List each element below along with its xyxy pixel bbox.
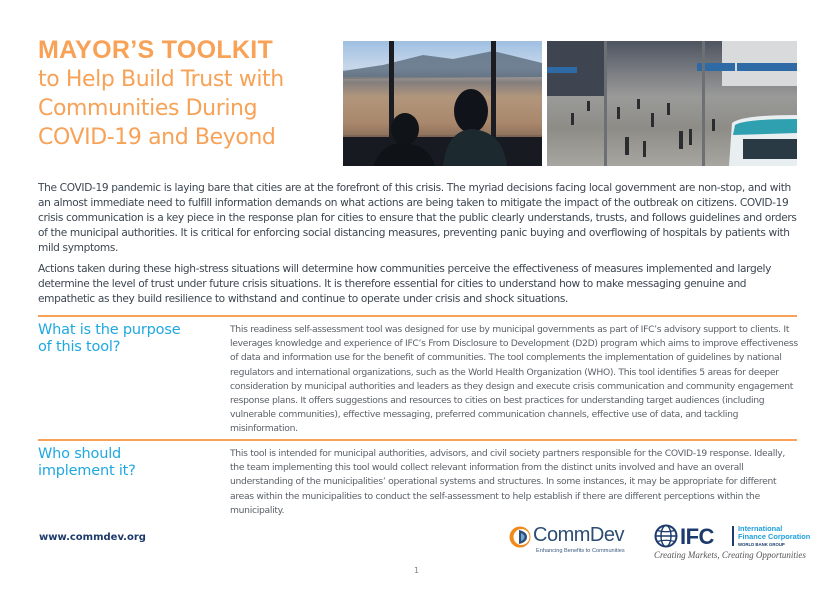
commdev-logo-tagline: Enhancing Benefits to Communities	[536, 548, 625, 554]
ifc-logo-name	[738, 525, 810, 541]
page-subtitle-line-1: to Help Build Trust with	[38, 67, 284, 92]
question-line: implement it?	[38, 463, 136, 479]
intro-paragraph-2: Actions taken during these high-stress situations will determine how communities perceive the effectiveness of measures implemented and largely determine the level of trust under future crisis situations. It is therefore essential for cities to understand how to make messaging genuine and empathetic as they build resilience to withstand and continue to operate under crisis and shock situations.	[38, 263, 772, 305]
footer-website-link[interactable]: www.commdev.org	[39, 532, 146, 543]
section-answer-who: This tool is intended for municipal authorities, advisors, and civil society partners responsible for the COVID-19 response. Ideally, the team implementing this tool would collect relevant information from the distinct units involved and have an overall understanding of the municipalities’ operational systems and structures. In some instances, it may be appropriate for different areas within the municipalities to conduct the self-assessment to help establish if there are different perceptions within the municipality.	[230, 448, 786, 516]
section-question-who	[38, 446, 208, 480]
page-subtitle-line-3: COVID-19 and Beyond	[38, 125, 276, 150]
ifc-logo-tagline: Creating Markets, Creating Opportunities	[654, 550, 806, 560]
globe-icon	[654, 524, 678, 548]
section-question-purpose	[38, 322, 208, 356]
ifc-name-line-1: International	[738, 524, 783, 533]
ifc-logo	[654, 524, 814, 564]
section-divider-2	[38, 439, 797, 441]
page-number: 1	[414, 566, 420, 575]
question-line: What is the purpose	[38, 322, 181, 338]
ifc-logo-divider	[732, 526, 734, 546]
photo-window-city-view	[343, 41, 542, 166]
intro-text	[38, 181, 798, 313]
question-line: Who should	[38, 446, 122, 462]
intro-paragraph-1: The COVID-19 pandemic is laying bare that cities are at the forefront of this crisis. The myriad decisions facing local government are non-stop, and with an almost immediate need to fulfill information demands on what actions are being taken to mitigate the impact of the outbreak on citizens. COVID-19 crisis communication is a key piece in the response plan for cities to ensure that the public clearly understands, trusts, and follows guidelines and orders of the municipal authorities. It is critical for enforcing social distancing measures, preventing panic buying and overflowing of hospitals by patients with mild symptoms.	[38, 182, 797, 254]
ifc-logo-group: WORLD BANK GROUP	[738, 542, 785, 547]
ifc-logo-letters: IFC	[680, 524, 714, 549]
title-block	[38, 36, 338, 152]
question-line: of this tool?	[38, 339, 121, 355]
commdev-logo	[508, 524, 642, 558]
page-subtitle-line-2: Communities During	[38, 96, 258, 121]
commdev-logo-name: CommDev	[533, 524, 624, 546]
page-title: MAYOR’S TOOLKIT	[38, 36, 274, 64]
photo-busy-street	[547, 41, 797, 166]
ifc-name-line-2: Finance Corporation	[738, 532, 811, 541]
commdev-logo-icon	[508, 525, 532, 549]
section-answer-purpose: This readiness self-assessment tool was designed for use by municipal governments as part of IFC’s advisory support to clients. It leverages knowledge and experience of IFC’s From Disclosure to Development (D2D) program which aims to improve effectiveness of data and information use for the benefit of communities. The tool complements the implementation of guidelines by national regulators and international organizations, such as the World Health Organization (WHO). This tool identifies 5 areas for deeper consideration by municipal authorities and leaders as they design and execute crisis communication and community engagement response plans. It offers suggestions and resources to cities on best practices for understanding target audiences (including vulnerable communities), effective messaging, preferred communication channels, effective use of data, and tackling misinformation.	[230, 324, 798, 435]
section-divider-1	[38, 315, 797, 317]
